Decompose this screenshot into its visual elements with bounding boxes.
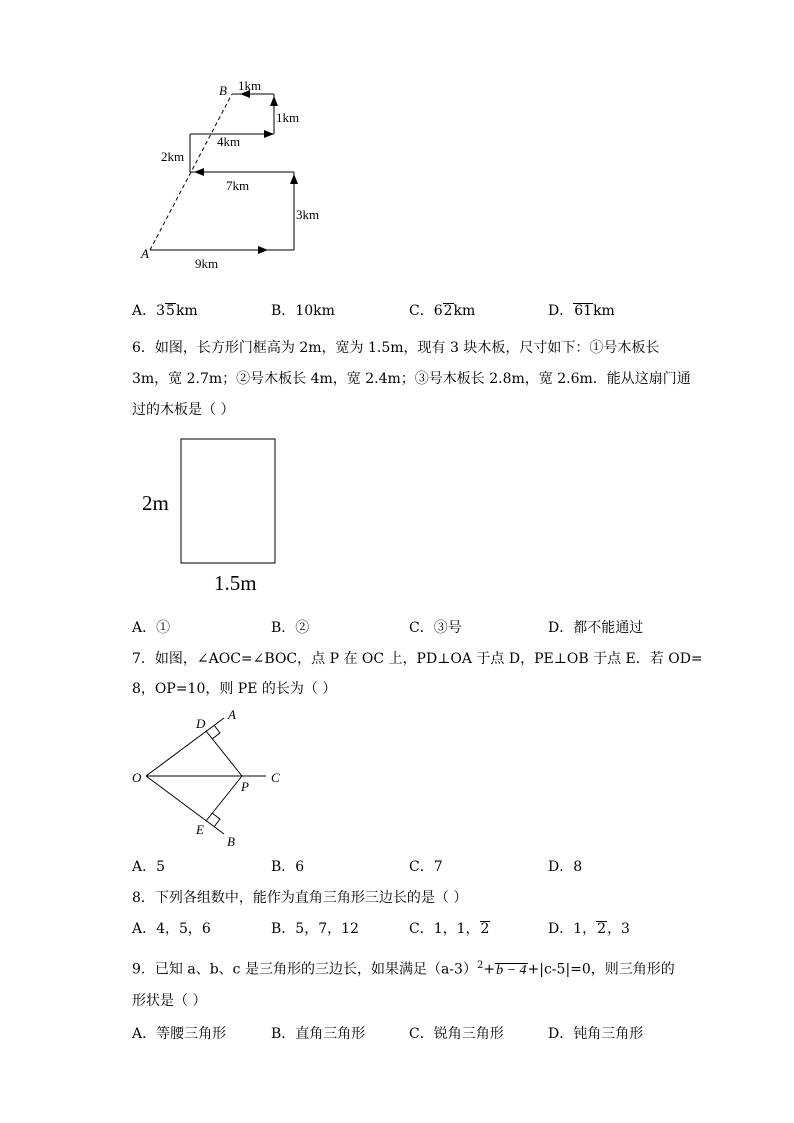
q5-label-A: A bbox=[141, 246, 149, 261]
q7-label-E: E bbox=[196, 822, 204, 837]
q5-arrow-4km bbox=[264, 130, 274, 138]
q7-text-line1: 7．如图，∠AOC=∠BOC，点 P 在 OC 上，PD⊥OA 于点 D，PE⊥OB 于点 E．若 OD= bbox=[132, 651, 703, 667]
q9-option-d[interactable]: D．钝角三角形 bbox=[548, 1026, 644, 1042]
q9-option-a[interactable]: A．等腰三角形 bbox=[132, 1026, 227, 1042]
q6-option-a[interactable]: A．① bbox=[132, 620, 171, 636]
q5-option-c[interactable]: C．62km bbox=[409, 303, 476, 319]
q7-right-angle-D bbox=[212, 725, 220, 739]
q8-option-a[interactable]: A．4，5，6 bbox=[132, 921, 211, 937]
q8-text-line1: 8．下列各组数中，能作为直角三角形三边长的是（ ） bbox=[132, 890, 468, 906]
q5-option-b[interactable]: B．10km bbox=[271, 303, 335, 319]
q7-option-b[interactable]: B．6 bbox=[271, 859, 305, 875]
q7-seg-PD bbox=[206, 731, 242, 776]
q5-label-3km: 3km bbox=[296, 207, 320, 222]
q7-angle-figure bbox=[128, 704, 288, 852]
q7-label-D: D bbox=[196, 716, 206, 731]
q5-label-top-1km: 1km bbox=[238, 78, 262, 93]
q7-label-B: B bbox=[227, 834, 235, 849]
q6-height-label: 2m bbox=[142, 491, 169, 515]
q6-door-figure bbox=[138, 432, 288, 602]
q5-arrow-1km-v bbox=[270, 96, 278, 106]
q9-option-b[interactable]: B．直角三角形 bbox=[271, 1026, 366, 1042]
q6-text-line1: 6．如图，长方形门框高为 2m，宽为 1.5m，现有 3 块木板，尺寸如下：①号木板长 bbox=[132, 340, 660, 356]
q6-option-b[interactable]: B．② bbox=[271, 620, 310, 636]
q9-text-line2: 形状是（ ） bbox=[132, 993, 207, 1009]
q6-width-label: 1.5m bbox=[214, 571, 257, 595]
q5-route-figure bbox=[138, 78, 338, 274]
q7-right-angle-E bbox=[212, 813, 220, 827]
q7-option-d[interactable]: D．8 bbox=[548, 859, 583, 875]
q5-label-2km: 2km bbox=[161, 149, 185, 164]
q5-label-4km: 4km bbox=[217, 134, 241, 149]
q5-arrow-7km bbox=[194, 168, 204, 176]
q9-text-line1: 9．已知 a、b、c 是三角形的三边长，如果满足$(a-3)^2+b - 4+|c-5|=0$，则三角形的 bbox=[132, 960, 675, 978]
q5-label-7km: 7km bbox=[226, 178, 250, 193]
q5-label-B: B bbox=[219, 83, 227, 98]
q5-label-9km: 9km bbox=[195, 256, 219, 271]
q6-option-c[interactable]: C．③号 bbox=[409, 620, 462, 636]
q8-option-d[interactable]: D．1，2，3 bbox=[548, 921, 630, 937]
q5-arrow-3km bbox=[290, 174, 298, 184]
q5-option-a[interactable]: A．35km bbox=[132, 303, 198, 319]
q8-option-c[interactable]: C．1，1，2 bbox=[409, 921, 490, 937]
q6-text-line2: 3m，宽 2.7m；②号木板长 4m，宽 2.4m；③号木板长 2.8m，宽 2.6m．能从这扇门通 bbox=[132, 371, 691, 387]
q5-arrow-9km bbox=[258, 246, 268, 254]
q7-label-A: A bbox=[228, 707, 236, 722]
q7-ray-OB bbox=[146, 776, 224, 834]
q9-option-c[interactable]: C．锐角三角形 bbox=[409, 1026, 504, 1042]
q7-label-C: C bbox=[271, 770, 280, 785]
q6-text-line3: 过的木板是（ ） bbox=[132, 402, 235, 418]
q7-label-P: P bbox=[241, 779, 249, 794]
q7-seg-PE bbox=[206, 776, 242, 821]
q7-text-line2: 8，OP=10，则 PE 的长为（ ） bbox=[132, 681, 337, 697]
q7-ray-OA bbox=[146, 718, 224, 776]
q5-label-right-1km: 1km bbox=[276, 110, 300, 125]
q6-option-d[interactable]: D．都不能通过 bbox=[548, 620, 644, 636]
q6-door-rect bbox=[181, 439, 275, 563]
q7-option-c[interactable]: C．7 bbox=[409, 859, 443, 875]
q5-option-d[interactable]: D．61km bbox=[548, 303, 615, 319]
q7-option-a[interactable]: A．5 bbox=[132, 859, 166, 875]
q8-option-b[interactable]: B．5，7，12 bbox=[271, 921, 359, 937]
q7-label-O: O bbox=[132, 770, 142, 785]
